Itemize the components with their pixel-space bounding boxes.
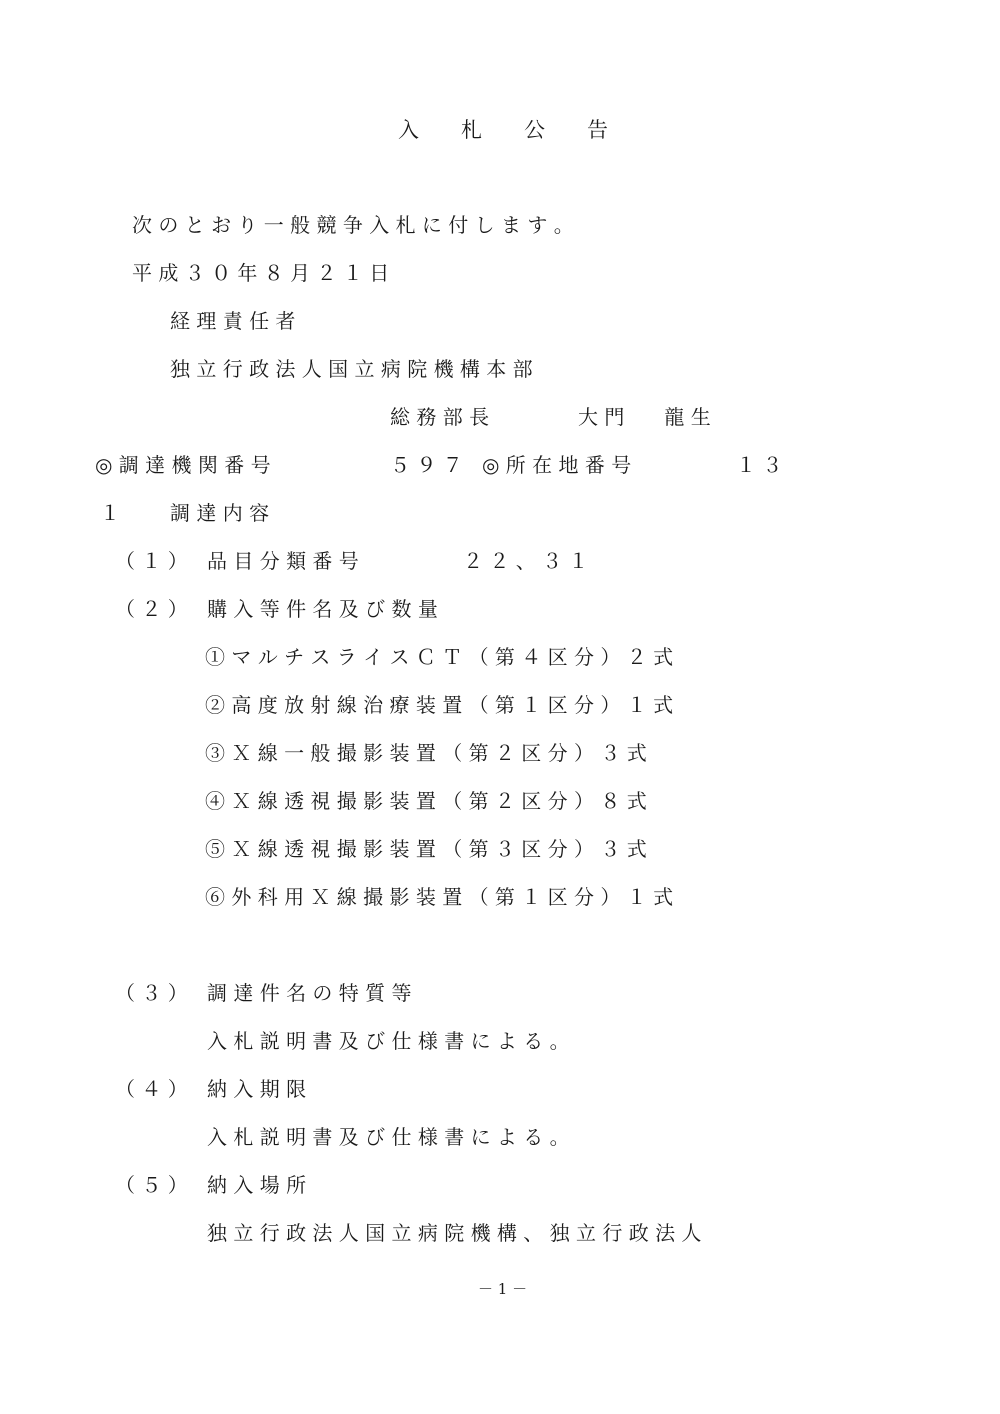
location-number-label: ◎ 所 在 地 番 号 — [482, 453, 632, 477]
item-label: 納 入 期 限 — [207, 1077, 307, 1101]
official-name: 大 門 龍 生 — [578, 405, 711, 429]
item-label: 納 入 場 所 — [207, 1173, 307, 1197]
item-detail: 独 立 行 政 法 人 国 立 病 院 機 構 、 独 立 行 政 法 人 — [207, 1221, 702, 1245]
purchase-item: ④ Ｘ 線 透 視 撮 影 装 置 （ 第 ２ 区 分 ） ８ 式 — [205, 789, 647, 813]
section-heading: 調 達 内 容 — [170, 501, 270, 525]
intro-text: 次 の と お り 一 般 競 争 入 札 に 付 し ま す 。 — [132, 213, 574, 237]
purchase-item: ⑤ Ｘ 線 透 視 撮 影 装 置 （ 第 ３ 区 分 ） ３ 式 — [205, 837, 647, 861]
item-number: （ ５ ） — [115, 1173, 188, 1197]
item-detail: 入 札 説 明 書 及 び 仕 様 書 に よ る 。 — [207, 1029, 570, 1053]
purchase-item: ⑥ 外 科 用 Ｘ 線 撮 影 装 置 （ 第 １ 区 分 ） １ 式 — [205, 885, 674, 909]
document-title: 入 札 公 告 — [398, 118, 608, 142]
agency-number-value: ５ ９ ７ — [390, 453, 463, 477]
item-number: （ ２ ） — [115, 597, 188, 621]
purchase-item: ③ Ｘ 線 一 般 撮 影 装 置 （ 第 ２ 区 分 ） ３ 式 — [205, 741, 647, 765]
item-detail: 入 札 説 明 書 及 び 仕 様 書 に よ る 。 — [207, 1125, 570, 1149]
official-role: 経 理 責 任 者 — [170, 309, 296, 333]
section-number: １ — [100, 501, 120, 525]
agency-number-label: ◎ 調 達 機 関 番 号 — [95, 453, 271, 477]
item-number: （ ３ ） — [115, 981, 188, 1005]
location-number-value: １ ３ — [736, 453, 783, 477]
official-org: 独 立 行 政 法 人 国 立 病 院 機 構 本 部 — [170, 357, 533, 381]
item-number: （ １ ） — [115, 549, 188, 573]
notice-date: 平 成 ３ ０ 年 ８ 月 ２ １ 日 — [132, 261, 390, 285]
item-label: 購 入 等 件 名 及 び 数 量 — [207, 597, 438, 621]
page-number: － 1 － — [478, 1280, 528, 1298]
item-label: 品 目 分 類 番 号 — [207, 549, 359, 573]
official-position: 総 務 部 長 — [390, 405, 490, 429]
item-value: ２ ２ 、 ３ １ — [463, 549, 589, 573]
purchase-item: ② 高 度 放 射 線 治 療 装 置 （ 第 １ 区 分 ） １ 式 — [205, 693, 674, 717]
item-number: （ ４ ） — [115, 1077, 188, 1101]
item-label: 調 達 件 名 の 特 質 等 — [207, 981, 412, 1005]
purchase-item: ① マ ル チ ス ラ イ ス Ｃ Ｔ （ 第 ４ 区 分 ） ２ 式 — [205, 645, 674, 669]
